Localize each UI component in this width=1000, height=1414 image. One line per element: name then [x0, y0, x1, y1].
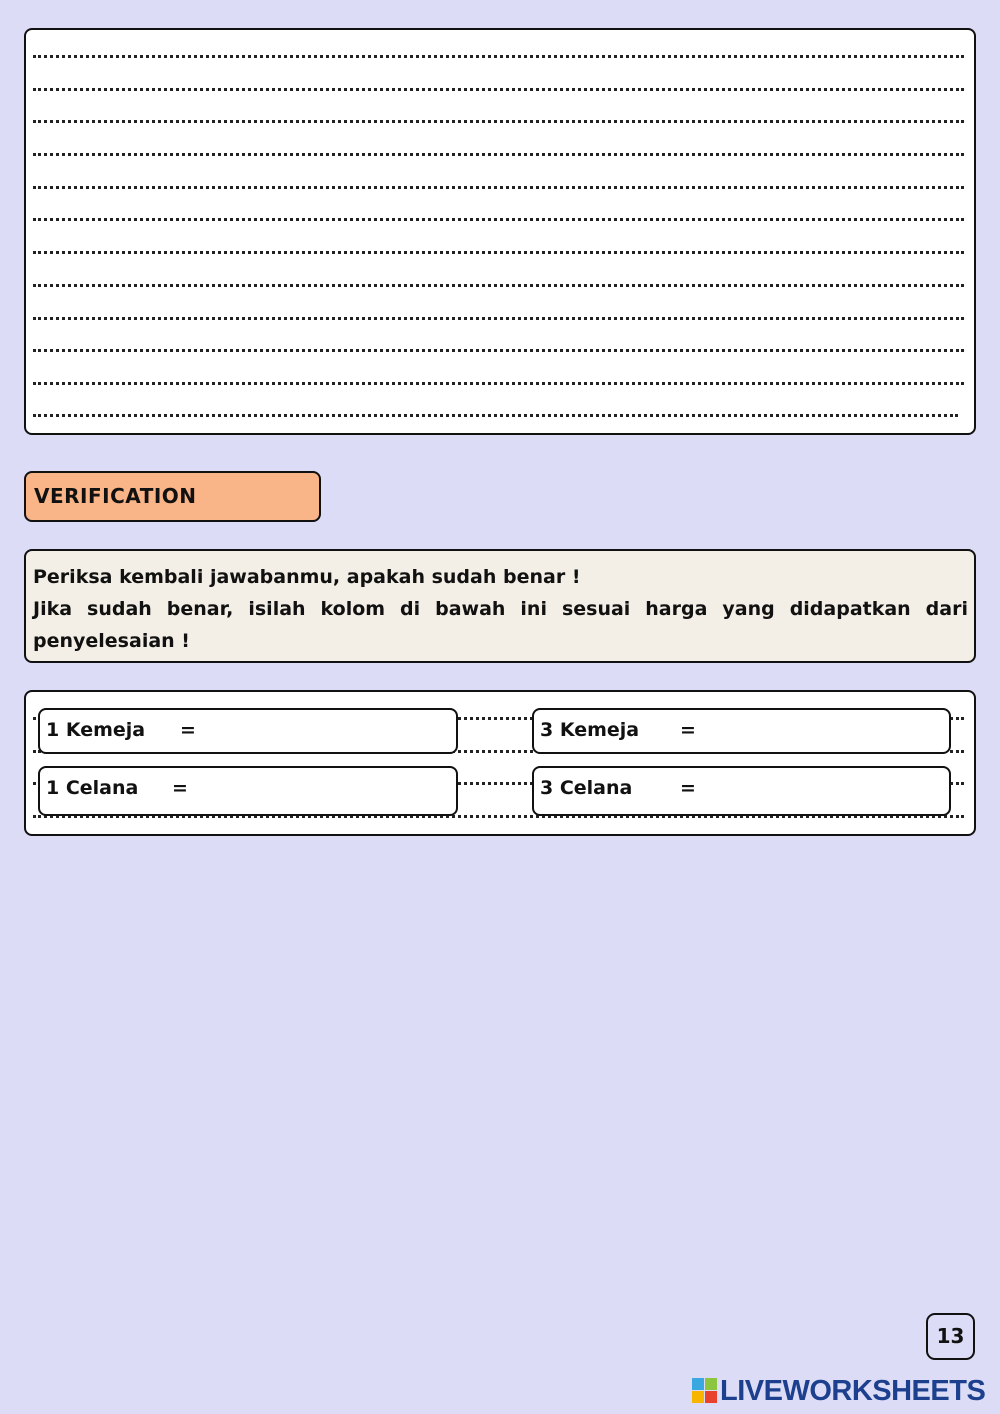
liveworksheets-logo-icon: [692, 1378, 718, 1404]
price-field-3-celana[interactable]: [532, 766, 951, 816]
answer-line[interactable]: [33, 349, 964, 352]
instruction-line: Periksa kembali jawabanmu, apakah sudah benar !: [33, 566, 581, 588]
answer-line[interactable]: [33, 120, 964, 123]
price-field-label: 1 Celana: [46, 777, 139, 799]
answer-writing-area[interactable]: [24, 28, 976, 435]
page-number: 13: [926, 1313, 975, 1360]
equals-sign: =: [680, 777, 696, 799]
answer-line[interactable]: [33, 317, 964, 320]
verification-label: VERIFICATION: [24, 471, 321, 522]
answer-line[interactable]: [33, 88, 964, 91]
price-field-1-kemeja[interactable]: [38, 708, 458, 754]
price-field-label: 1 Kemeja: [46, 719, 146, 741]
answer-line[interactable]: [33, 153, 964, 156]
price-field-3-kemeja[interactable]: [532, 708, 951, 754]
answer-line[interactable]: [33, 382, 964, 385]
equals-sign: =: [680, 719, 696, 741]
brand-logo: [692, 1374, 985, 1408]
answer-line[interactable]: [33, 284, 964, 287]
verification-instruction: [24, 549, 976, 663]
instruction-line: Jika sudah benar, isilah kolom di bawah ini sesuai harga yang didapatkan dari penyelesaian !: [33, 598, 968, 652]
equals-sign: =: [180, 719, 196, 741]
price-field-1-celana[interactable]: [38, 766, 458, 816]
price-field-label: 3 Celana: [540, 777, 633, 799]
equals-sign: =: [172, 777, 188, 799]
answer-line[interactable]: [33, 55, 964, 58]
price-answer-box: [24, 690, 976, 836]
brand-name: LIVEWORKSHEETS: [720, 1374, 986, 1407]
answer-line[interactable]: [33, 251, 964, 254]
answer-line[interactable]: [33, 218, 964, 221]
answer-line[interactable]: [33, 414, 958, 417]
answer-line[interactable]: [33, 186, 964, 189]
price-field-label: 3 Kemeja: [540, 719, 640, 741]
